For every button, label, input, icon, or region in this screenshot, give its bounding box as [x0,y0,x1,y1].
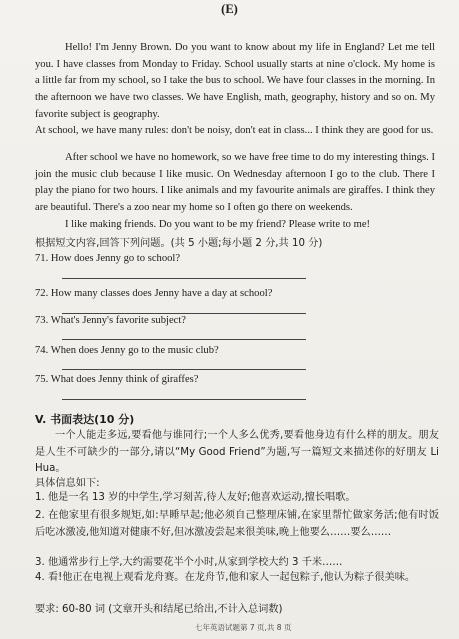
passage-paragraph-4: I like making friends. Do you want to be my friend? Please write to me! [65,219,371,230]
section-v-title: V. 书面表达(10 分) [35,413,135,426]
question-71: 71. How does Jenny go to school? [35,253,181,264]
passage-paragraph-3: After school we have no homework, so we have free time to do my interesting things. I join the music club because I like music. On Wednesday afternoon I go to the club. There I play the piano for two hours. I like animals and my favourite animals are giraffes. I think they are beautiful. There's a zoo near my home so I often go there on weekends. [35,152,435,214]
question-72: 72. How many classes does Jenny have a day at school? [35,288,273,299]
section-e-title: (E) [221,2,238,16]
reading-instruction: 根据短文内容,回答下列问题。(共 5 小题;每小题 2 分,共 10 分) [35,238,323,249]
writing-intro: 一个人能走多远,要看他与谁同行;一个人多么优秀,要看他身边有什么样的朋友。朋友是人生不可缺少的一部分,请以“My Good Friend”为题,写一篇短文来描述你的好朋友 Li Hua。 [35,430,439,475]
writing-info-label: 具体信息如下: [35,478,100,489]
writing-item-4: 4. 看!他正在电视上观看龙舟赛。在龙舟节,他和家人一起包粽子,他认为粽子很美味。 [35,572,416,583]
answer-line-75[interactable] [62,399,306,400]
answer-line-74[interactable] [62,369,306,370]
question-75: 75. What does Jenny think of giraffes? [35,374,199,385]
page-footer: 七年英语试题第 7 页,共 8 页 [195,623,292,632]
passage-paragraph-2: At school, we have many rules: don't be noisy, don't eat in class... I think they are good for us. [35,125,434,136]
writing-item-3: 3. 他通常步行上学,大约需要花半个小时,从家到学校大约 3 千米…… [35,557,343,568]
question-74: 74. When does Jenny go to the music club? [35,345,219,356]
writing-item-1: 1. 他是一名 13 岁的中学生,学习刻苦,待人友好;他喜欢运动,擅长唱歌。 [35,492,356,503]
answer-line-73[interactable] [62,339,306,340]
passage-paragraph-1: Hello! I'm Jenny Brown. Do you want to know about my life in England? Let me tell you. I have classes from Monday to Friday. School usually starts at nine o'clock. My home is a little far from my school, so I take the bus to school. We have four classes in the morning. In the afternoon we have two classes. We have English, math, geography, history and so on. My favorite subject is geography. [35,42,435,120]
writing-item-2: 2. 在他家里有很多规矩,如:早睡早起;他必须自己整理床铺,在家里帮忙做家务活;他有时饭后吃冰激凌,他知道对健康不好,但冰激凌尝起来很美味,晚上他要么……要么…… [35,510,439,538]
writing-requirement: 要求: 60-80 词 (文章开头和结尾已给出,不计入总词数) [35,604,283,615]
answer-line-71[interactable] [62,278,306,279]
question-73: 73. What's Jenny's favorite subject? [35,315,187,326]
